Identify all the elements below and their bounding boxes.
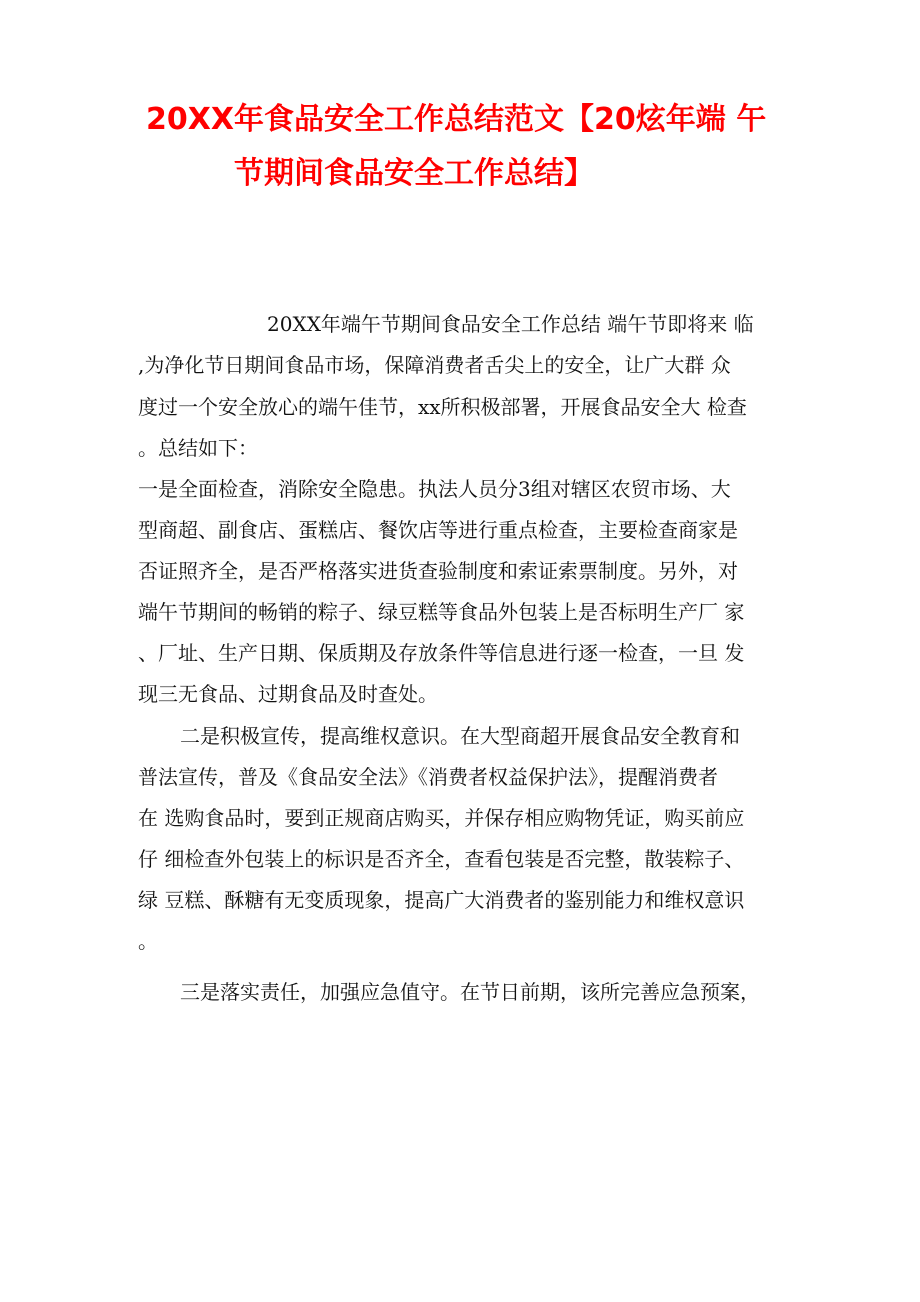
body-line: 三是落实责任，加强应急值守。在节日前期，该所完善应急预案， bbox=[180, 980, 760, 1004]
body-line: 一是全面检查，消除安全隐患。执法人员分3组对辖区农贸市场、大 bbox=[138, 477, 731, 501]
body-line: 型商超、副食店、蛋糕店、餐饮店等进行重点检查，主要检查商家是 bbox=[138, 518, 738, 542]
body-line: 。 bbox=[138, 929, 158, 953]
body-line: 在 选购食品时，要到正规商店购买，并保存相应购物凭证，购买前应 bbox=[138, 806, 745, 830]
body-line: 二是积极宣传，提高维权意识。在大型商超开展食品安全教育和 bbox=[180, 724, 740, 748]
body-line: 端午节期间的畅销的粽子、绿豆糕等食品外包装上是否标明生产厂 家 bbox=[138, 600, 745, 624]
document-title-line-2: 节期间食品安全工作总结】 bbox=[234, 156, 594, 191]
body-line: 度过一个安全放心的端午佳节，xx所积极部署，开展食品安全大 检查 bbox=[138, 395, 747, 419]
body-line: 绿 豆糕、酥糖有无变质现象，提高广大消费者的鉴别能力和维权意识 bbox=[138, 888, 745, 912]
body-line: 普法宣传，普及《食品安全法》《消费者权益保护法》，提醒消费者 bbox=[138, 765, 718, 789]
body-line: 。总结如下： bbox=[138, 436, 258, 460]
document-title-line-1: 20XX年食品安全工作总结范文【20炫年端 午 bbox=[146, 102, 767, 137]
body-line: 、厂址、生产日期、保质期及存放条件等信息进行逐一检查，一旦 发 bbox=[138, 641, 745, 665]
body-line: ,为净化节日期间食品市场，保障消费者舌尖上的安全，让广大群 众 bbox=[138, 353, 731, 377]
body-line: 20XX年端午节期间食品安全工作总结 端午节即将来 临 bbox=[267, 312, 754, 336]
body-line: 否证照齐全，是否严格落实进货查验制度和索证索票制度。另外，对 bbox=[138, 559, 738, 583]
body-line: 仔 细检查外包装上的标识是否齐全，查看包装是否完整，散装粽子、 bbox=[138, 847, 745, 871]
body-line: 现三无食品、过期食品及时查处。 bbox=[138, 682, 438, 706]
